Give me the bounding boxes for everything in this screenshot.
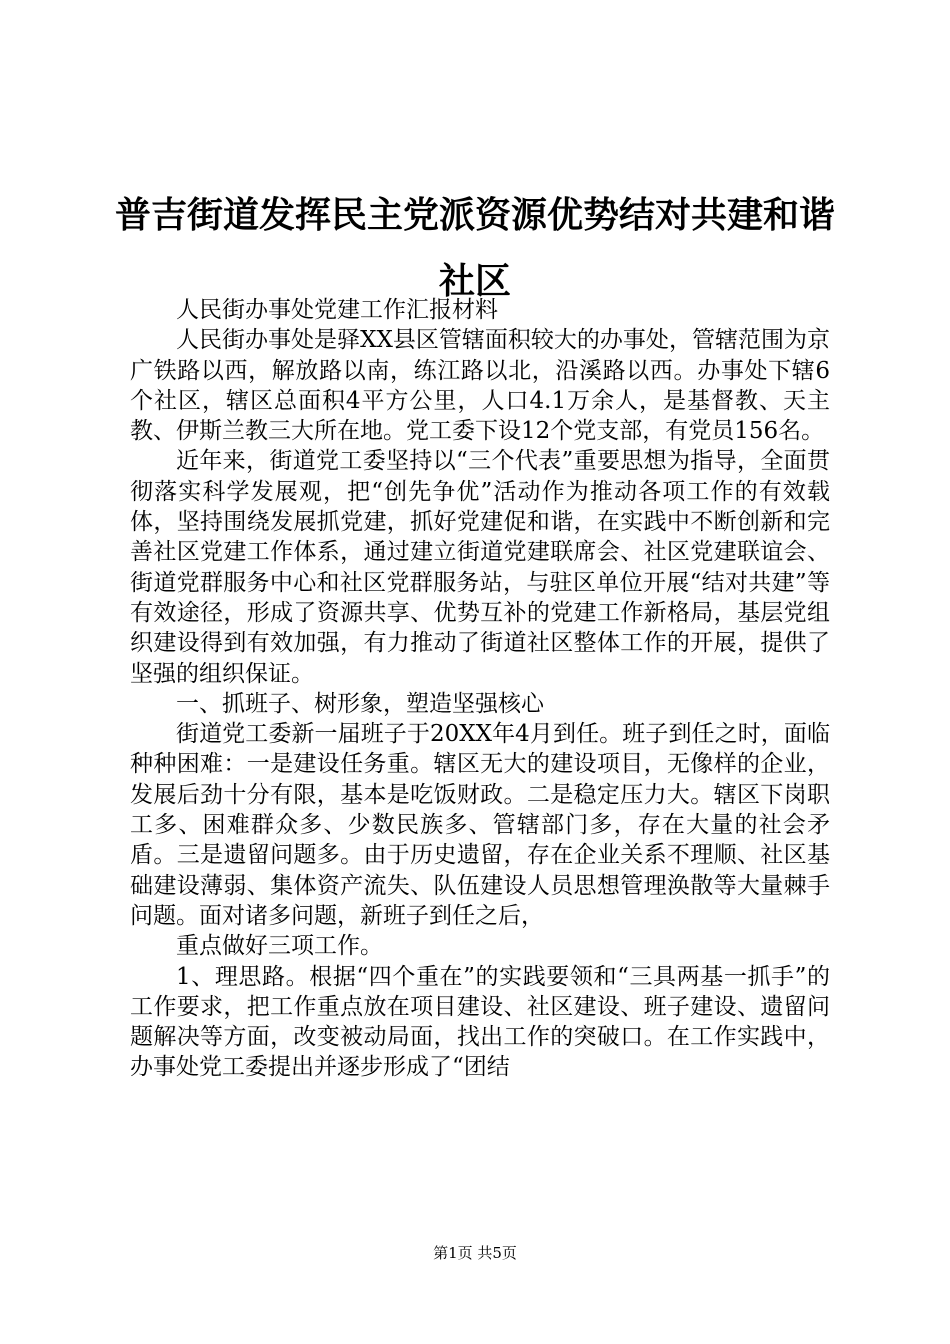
paragraph-leadership: 街道党工委新一届班子于20XX年4月到任。班子到任之时，面临种种困难：一是建设任务重。辖区无大的建设项目，无像样的企业，发展后劲十分有限，基本是吃饭财政。二是稳定压力大。辖区下岗职工多、困难群众多、少数民族多、管辖部门多，存在大量的社会矛盾。三是遗留问题多。由于历史遗留，存在企业关系不理顺、社区基础建设薄弱、集体资产流失、队伍建设人员思想管理涣散等大量棘手问题。面对诸多问题，新班子到任之后， <box>130 721 830 929</box>
paragraph-three-tasks: 重点做好三项工作。 <box>176 933 383 960</box>
paragraph-approach: 1、理思路。根据“四个重在”的实践要领和“三具两基一抓手”的工作要求，把工作重点放在项目建设、社区建设、班子建设、遗留问题解决等方面，改变被动局面，找出工作的突破口。在工作实践中，办事处党工委提出并逐步形成了“团结 <box>130 963 830 1081</box>
section-heading-1: 一、抓班子、树形象，塑造坚强核心 <box>176 690 544 717</box>
paragraph-subtitle: 人民街办事处党建工作汇报材料 <box>176 297 498 323</box>
page-number: 第1页 共5页 <box>433 1244 517 1262</box>
document-body <box>130 295 830 1083</box>
paragraph-recent-years: 近年来，街道党工委坚持以“三个代表”重要思想为指导，全面贯彻落实科学发展观，把“创先争优”活动作为推动各项工作的有效载体，坚持围绕发展抓党建，抓好党建促和谐，在实践中不断创新和完善社区党建工作体系，通过建立街道党建联席会、社区党建联谊会、街道党群服务中心和社区党群服务站，与驻区单位开展“结对共建”等有效途径，形成了资源共享、优势互补的党建工作新格局，基层党组织建设得到有效加强，有力推动了街道社区整体工作的开展，提供了坚强的组织保证。 <box>130 448 830 687</box>
paragraph-overview: 人民街办事处是驿XX县区管辖面积较大的办事处，管辖范围为京广铁路以西，解放路以南，练江路以北，沿溪路以西。办事处下辖6个社区，辖区总面积4平方公里，人口4.1万余人，是基督教、天主教、伊斯兰教三大所在地。党工委下设12个党支部，有党员156名。 <box>130 327 830 445</box>
document-title: 普吉街道发挥民主党派资源优势结对共建和谐社区 <box>114 194 835 303</box>
